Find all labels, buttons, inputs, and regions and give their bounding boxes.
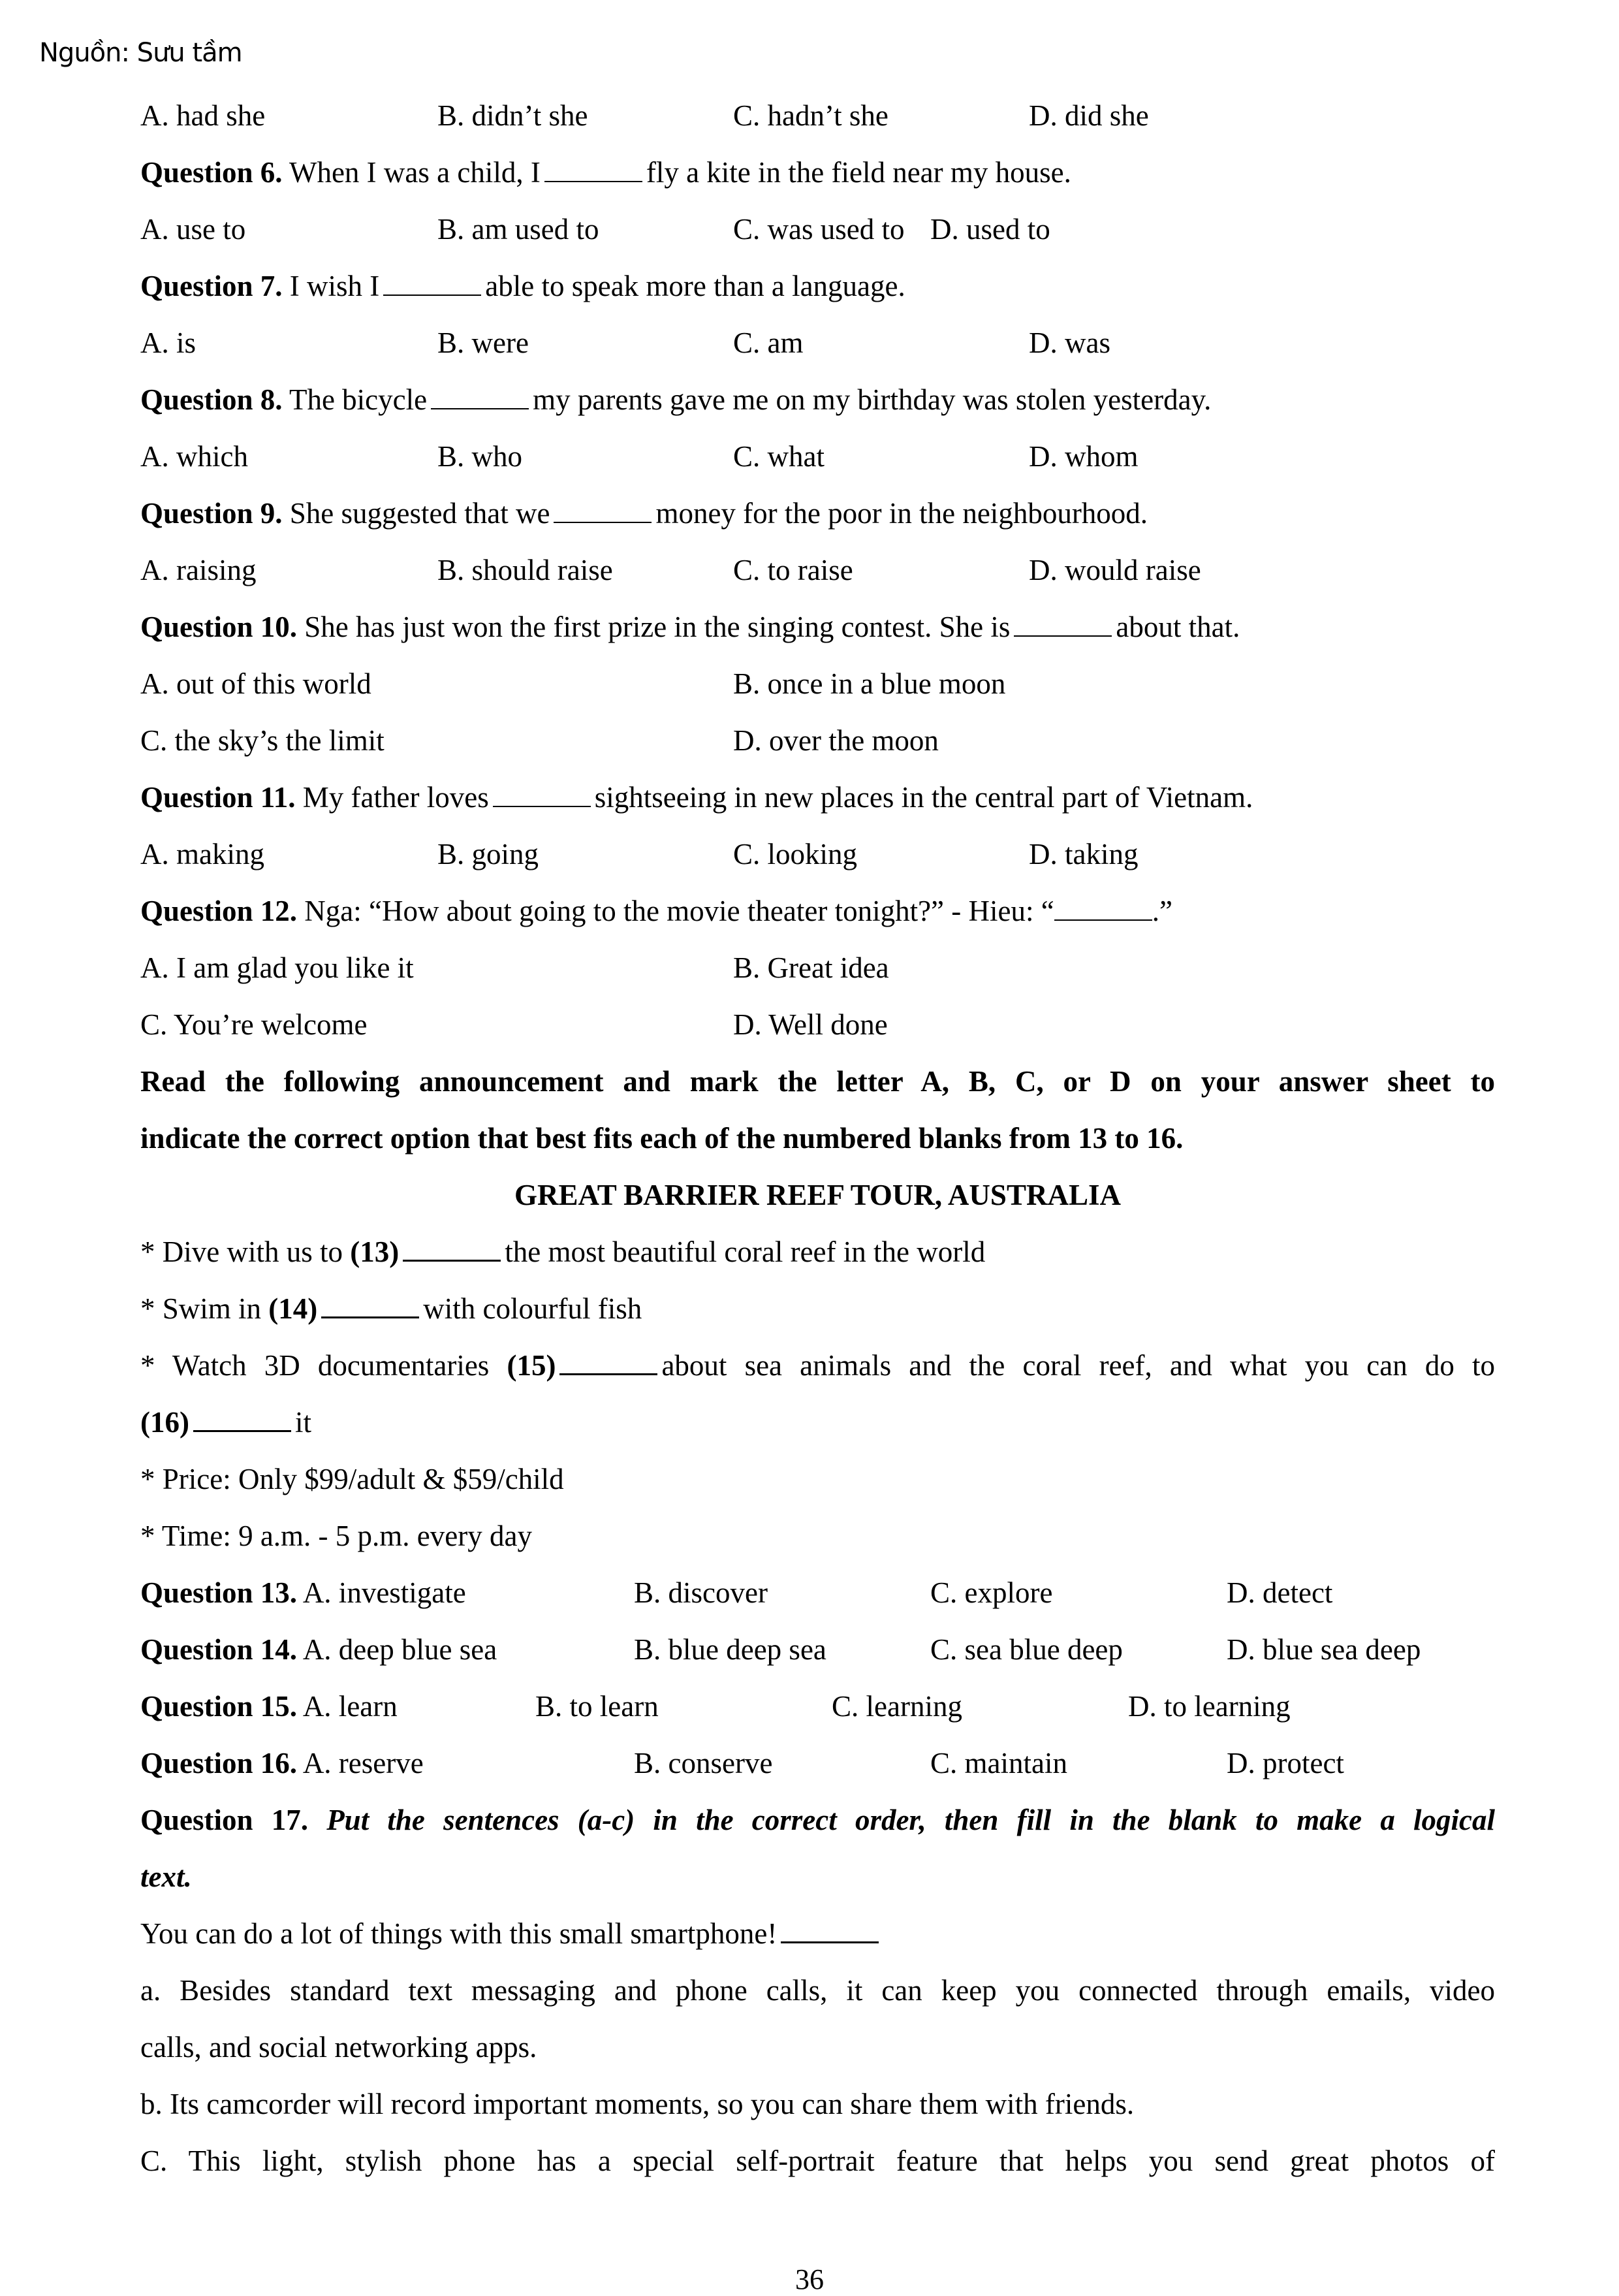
q17-sentence-c: C. This light, stylish phone has a special self-portrait feature that helps you send great photos of bbox=[140, 2145, 1495, 2177]
answer-blank bbox=[1014, 612, 1112, 637]
item-text: * Dive with us to bbox=[140, 1236, 343, 1268]
question-label: Question 17. bbox=[140, 1804, 308, 1836]
intro-text: You can do a lot of things with this small smartphone! bbox=[140, 1917, 778, 1950]
option-c: C. was used to bbox=[733, 213, 905, 246]
question-text: .” bbox=[1152, 895, 1172, 927]
question-label: Question 16. bbox=[140, 1747, 298, 1779]
answer-blank bbox=[383, 271, 481, 296]
announcement-item bbox=[140, 1232, 985, 1271]
question-label: Question 11. bbox=[140, 781, 296, 814]
option-a: A. I am glad you like it bbox=[140, 951, 414, 984]
question-label: Question 14. bbox=[140, 1633, 298, 1666]
option-b: B. should raise bbox=[437, 554, 613, 586]
question-text: sightseeing in new places in the central part of Vietnam. bbox=[594, 781, 1253, 814]
announcement-title: GREAT BARRIER REEF TOUR, AUSTRALIA bbox=[514, 1179, 1121, 1211]
option-d: D. over the moon bbox=[733, 724, 939, 757]
option-a: A. is bbox=[140, 327, 196, 359]
answer-blank bbox=[559, 1350, 657, 1375]
option-a: A. raising bbox=[140, 554, 257, 586]
question-text: Nga: “How about going to the movie theater tonight?” - Hieu: “ bbox=[304, 895, 1054, 927]
blank-number: (15) bbox=[507, 1349, 556, 1382]
option-b: B. to learn bbox=[535, 1690, 659, 1723]
option-d: D. blue sea deep bbox=[1227, 1633, 1421, 1666]
option-a: A. investigate bbox=[302, 1576, 466, 1609]
answer-blank bbox=[554, 498, 652, 523]
announcement-time: * Time: 9 a.m. - 5 p.m. every day bbox=[140, 1520, 532, 1552]
question-label: Question 7. bbox=[140, 270, 283, 302]
question-label: Question 13. bbox=[140, 1576, 298, 1609]
source-header: Nguồn: Sưu tầm bbox=[39, 38, 242, 68]
option-c: C. hadn’t she bbox=[733, 99, 888, 132]
q17-sentence-b: b. Its camcorder will record important moments, so you can share them with friends. bbox=[140, 2088, 1135, 2120]
question-7 bbox=[140, 266, 905, 306]
item-text: with colourful fish bbox=[423, 1292, 642, 1325]
question-6 bbox=[140, 153, 1071, 192]
option-a: A. reserve bbox=[302, 1747, 424, 1779]
option-d: D. was bbox=[1029, 327, 1110, 359]
answer-blank bbox=[403, 1236, 501, 1262]
reading-instruction: Read the following announcement and mark the letter A, B, C, or D on your answer sheet to bbox=[140, 1065, 1495, 1098]
announcement-item bbox=[140, 1289, 642, 1328]
question-text: The bicycle bbox=[289, 383, 428, 416]
blank-number: (14) bbox=[268, 1292, 318, 1325]
answer-blank bbox=[431, 385, 529, 409]
option-d: D. whom bbox=[1029, 440, 1139, 473]
question-text: about that. bbox=[1116, 611, 1240, 643]
reading-instruction: indicate the correct option that best fits each of the numbered blanks from 13 to 16. bbox=[140, 1122, 1184, 1155]
option-b: B. didn’t she bbox=[437, 99, 588, 132]
option-b: B. who bbox=[437, 440, 523, 473]
answer-blank bbox=[193, 1407, 291, 1432]
question-text: fly a kite in the field near my house. bbox=[646, 156, 1071, 189]
option-d: D. would raise bbox=[1029, 554, 1201, 586]
option-d: D. used to bbox=[930, 213, 1050, 246]
option-a: A. use to bbox=[140, 213, 246, 246]
question-10 bbox=[140, 607, 1240, 646]
option-b: B. discover bbox=[634, 1576, 768, 1609]
option-c: C. looking bbox=[733, 838, 858, 870]
option-a: A. had she bbox=[140, 99, 266, 132]
option-b: B. once in a blue moon bbox=[733, 667, 1006, 700]
option-c: C. what bbox=[733, 440, 825, 473]
announcement-price: * Price: Only $99/adult & $59/child bbox=[140, 1463, 564, 1495]
option-b: B. Great idea bbox=[733, 951, 889, 984]
option-b: B. am used to bbox=[437, 213, 599, 246]
option-c: C. learning bbox=[832, 1690, 962, 1723]
item-text: * Swim in bbox=[140, 1292, 262, 1325]
q17-intro bbox=[140, 1914, 883, 1953]
answer-blank bbox=[781, 1918, 879, 1943]
option-c: C. sea blue deep bbox=[930, 1633, 1123, 1666]
answer-blank bbox=[544, 157, 642, 182]
question-label: Question 8. bbox=[140, 383, 283, 416]
question-label: Question 6. bbox=[140, 156, 283, 189]
option-c: C. maintain bbox=[930, 1747, 1067, 1779]
option-c: C. explore bbox=[930, 1576, 1053, 1609]
question-label: Question 9. bbox=[140, 497, 283, 530]
question-17 bbox=[140, 1800, 1495, 1840]
option-d: D. did she bbox=[1029, 99, 1149, 132]
question-label: Question 15. bbox=[140, 1690, 298, 1723]
option-b: B. going bbox=[437, 838, 539, 870]
option-a: A. making bbox=[140, 838, 264, 870]
question-9 bbox=[140, 494, 1148, 533]
option-c: C. to raise bbox=[733, 554, 853, 586]
question-text: my parents gave me on my birthday was stolen yesterday. bbox=[533, 383, 1212, 416]
question-text: able to speak more than a language. bbox=[485, 270, 905, 302]
blank-number: (13) bbox=[350, 1236, 400, 1268]
answer-blank bbox=[493, 782, 591, 807]
option-c: C. You’re welcome bbox=[140, 1008, 368, 1041]
option-c: C. am bbox=[733, 327, 804, 359]
option-d: D. protect bbox=[1227, 1747, 1344, 1779]
q17-sentence-a-cont: calls, and social networking apps. bbox=[140, 2031, 537, 2064]
question-8 bbox=[140, 380, 1211, 419]
option-a: A. learn bbox=[302, 1690, 398, 1723]
question-text: When I was a child, I bbox=[289, 156, 541, 189]
question-label: Question 10. bbox=[140, 611, 298, 643]
answer-blank bbox=[321, 1293, 419, 1318]
option-d: D. detect bbox=[1227, 1576, 1333, 1609]
item-text: * Watch 3D documentaries bbox=[140, 1349, 490, 1382]
item-text: about sea animals and the coral reef, and what you can do to bbox=[661, 1349, 1495, 1382]
question-text: She suggested that we bbox=[289, 497, 550, 530]
question-text: My father loves bbox=[302, 781, 489, 814]
option-b: B. were bbox=[437, 327, 529, 359]
option-b: B. blue deep sea bbox=[634, 1633, 826, 1666]
announcement-item bbox=[140, 1346, 1495, 1385]
answer-blank bbox=[1054, 896, 1152, 921]
option-a: A. deep blue sea bbox=[302, 1633, 497, 1666]
announcement-item bbox=[140, 1403, 311, 1442]
option-d: D. Well done bbox=[733, 1008, 888, 1041]
blank-number: (16) bbox=[140, 1406, 189, 1439]
question-text: She has just won the first prize in the singing contest. She is bbox=[304, 611, 1011, 643]
question-label: Question 12. bbox=[140, 895, 298, 927]
option-a: A. which bbox=[140, 440, 248, 473]
option-d: D. taking bbox=[1029, 838, 1139, 870]
question-12 bbox=[140, 891, 1172, 931]
option-d: D. to learning bbox=[1128, 1690, 1291, 1723]
option-b: B. conserve bbox=[634, 1747, 773, 1779]
option-a: A. out of this world bbox=[140, 667, 371, 700]
question-instruction: text. bbox=[140, 1860, 192, 1893]
question-11 bbox=[140, 778, 1253, 817]
page-number: 36 bbox=[795, 2263, 824, 2295]
question-instruction: Put the sentences (a-c) in the correct order, then fill in the blank to make a logical bbox=[326, 1804, 1496, 1836]
item-text: the most beautiful coral reef in the world bbox=[505, 1236, 986, 1268]
question-text: money for the poor in the neighbourhood. bbox=[655, 497, 1148, 530]
q17-sentence-a: a. Besides standard text messaging and phone calls, it can keep you connected through emails, video bbox=[140, 1974, 1495, 2007]
question-text: I wish I bbox=[289, 270, 380, 302]
item-text: it bbox=[294, 1406, 311, 1439]
option-c: C. the sky’s the limit bbox=[140, 724, 385, 757]
